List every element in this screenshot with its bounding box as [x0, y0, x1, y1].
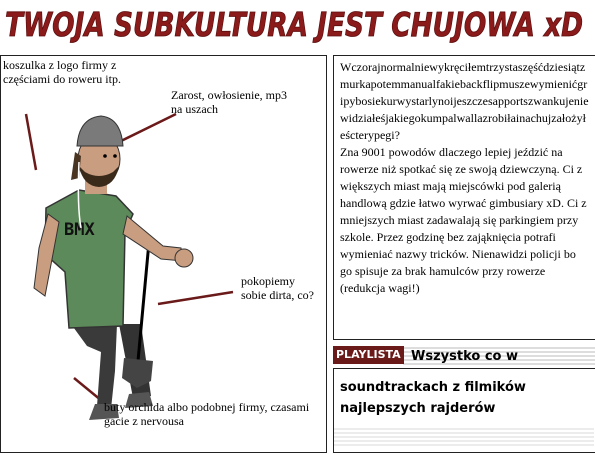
description-run-on: Wczorajnormalniewykręciłemtrzystaszęśćdziesiątzmurkapotemmanualfakiebackflipmuszewymienićgripybosiekurwystarlynoijeszczesapportszwankujeniewidziałeśjakiegokumpalwallazrobiłainachujzałożyłeścterypegi? [340, 60, 589, 142]
playlist-lead: Wszystko co w [411, 349, 518, 364]
shoes-label: buty orchida albo podobnej firmy, czasami gacie z nervousa [104, 400, 310, 428]
page-title: TWOJA SUBKULTURA JEST CHUJOWA xD [5, 5, 583, 44]
playlist-box [333, 368, 595, 453]
page-title-banner [0, 0, 595, 50]
playlist-section [333, 342, 595, 453]
playlist-text: soundtrackach z filmików najlepszych rajderów [340, 380, 526, 416]
description-text [340, 59, 590, 297]
playlist-tab: PLAYLISTA [333, 346, 404, 364]
illustration-panel [0, 55, 327, 453]
shirt-logo: BMX [64, 220, 95, 240]
dirt-label: pokopiemy sobie dirta, co? [241, 274, 314, 302]
playlist-header [333, 346, 595, 366]
description-panel [333, 55, 595, 340]
description-body: Zna 9001 powodów dlaczego lepiej jeździć na rowerze niż spotkać się ze swoją dziewczyną. Ci z większych miast mają miejscówki pod galerią handlową gdzie łatwo wyrwać gimbusiary xD. Ci z mniejszych miast zadawalają się parkingiem przy szkole. Przez godzinę bez zająknięcia potrafi wymieniać nazwy tricków. Nienawidzi policji bo go spisuje za brak hamulców przy rowerze (redukcja wagi!) [340, 145, 587, 295]
hair-label: Zarost, owłosienie, mp3 na uszach [171, 88, 287, 116]
shirt-label: koszulka z logo firmy z częściami do roweru itp. [3, 58, 121, 86]
